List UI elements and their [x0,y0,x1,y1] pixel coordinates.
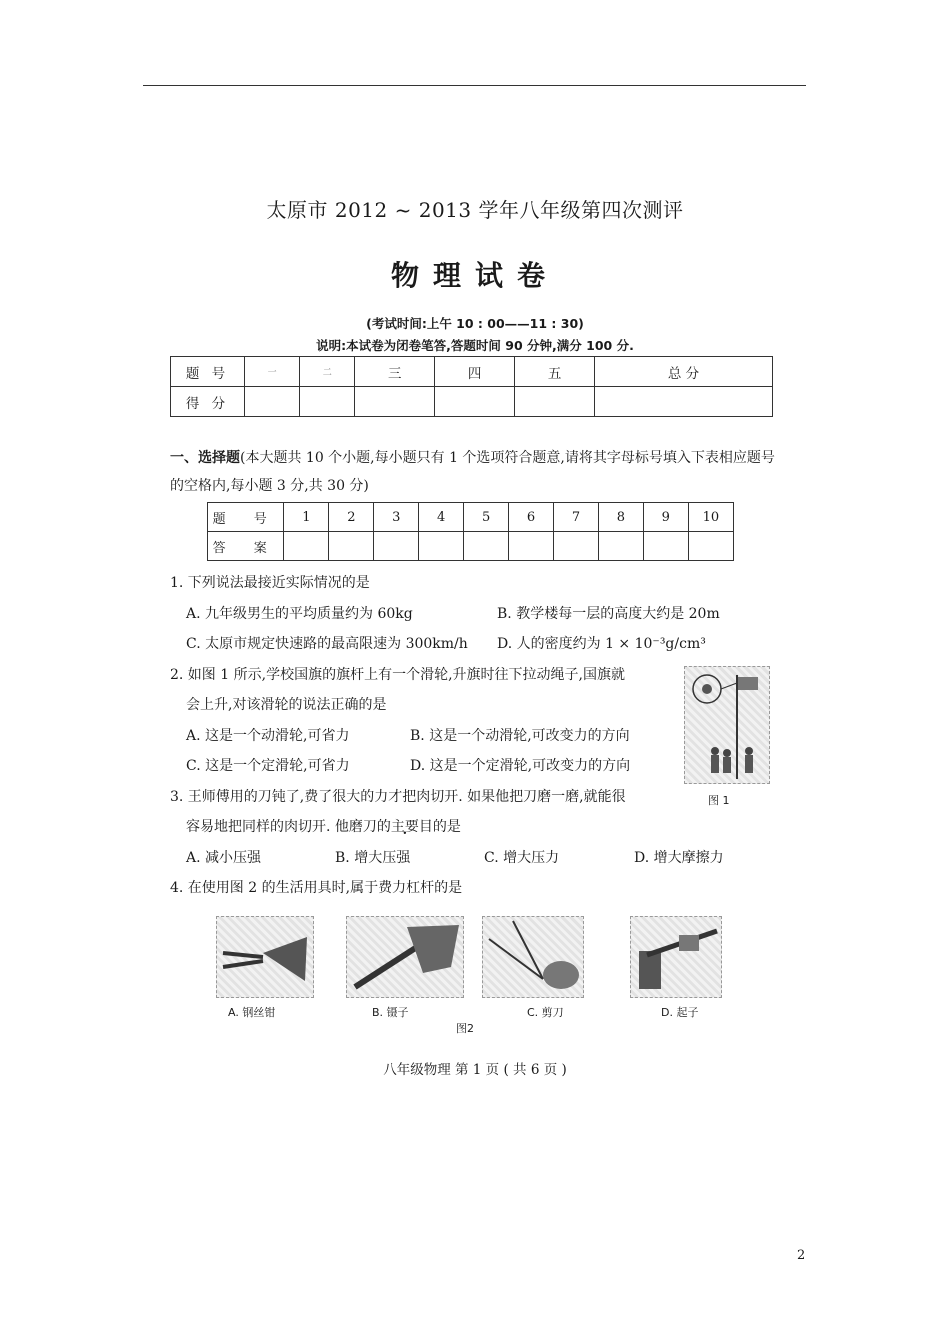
answer-number: 1 [284,503,329,532]
q3-stem-line1: 3. 王师傅用的刀钝了,费了很大的力才把肉切开. 如果他把刀磨一磨,就能很 [170,789,626,805]
answer-table [207,502,734,561]
scissors-image [482,916,584,998]
score-cell-part5: 五 [515,357,595,387]
pliers-illustration [217,917,313,997]
score-row-label: 得 分 [171,387,245,417]
score-table [170,356,773,417]
q3-stem-line2 [186,817,461,837]
answer-blank[interactable] [464,532,509,561]
answer-table-number-row [208,503,734,532]
q4-label-c: C. 剪刀 [527,1006,564,1019]
score-blank[interactable] [595,387,773,417]
answer-number: 7 [554,503,599,532]
q1-option-c: C. 太原市规定快速路的最高限速为 300km/h [186,636,468,652]
answer-row-label: 答 案 [208,532,284,561]
q1-option-b: B. 教学楼每一层的高度大约是 20m [497,606,720,622]
section1-desc: (本大题共 10 个小题,每小题只有 1 个选项符合题意,请将其字母标号填入下表相应题号的空格内,每小题 3 分,共 30 分) [170,450,775,494]
bottle-opener-illustration [631,917,721,997]
score-table-header-row [171,357,773,387]
answer-blank[interactable] [419,532,464,561]
q2-stem-line1: 2. 如图 1 所示,学校国旗的旗杆上有一个滑轮,升旗时往下拉动绳子,国旗就 [170,667,625,683]
score-blank[interactable] [300,387,355,417]
score-blank[interactable] [435,387,515,417]
subject-title: 物理试卷 [390,259,559,292]
q2-option-c: C. 这是一个定滑轮,可省力 [186,758,350,774]
q1-option-d: D. 人的密度约为 1 × 10⁻³g/cm³ [497,636,706,652]
q3-stem-pre: 容易地把同样的肉切开. 他磨刀的 [186,819,391,835]
q2-option-b: B. 这是一个动滑轮,可改变力的方向 [410,728,630,744]
exam-title: 太原市 2012 ~ 2013 学年八年级第四次测评 [266,198,684,222]
q3-option-b: B. 增大压强 [335,850,411,866]
q3-option-d: D. 增大摩擦力 [634,850,724,866]
q1-stem: 1. 下列说法最接近实际情况的是 [170,575,370,591]
q4-label-a: A. 钢丝钳 [228,1006,276,1019]
top-rule [143,85,806,86]
figure1-flagpole-image [684,666,770,784]
score-blank[interactable] [245,387,300,417]
answer-blank[interactable] [554,532,599,561]
tweezers-illustration [347,917,463,997]
tweezers-image [346,916,464,998]
score-blank[interactable] [355,387,435,417]
q2-stem-line2: 会上升,对该滑轮的说法正确的是 [186,697,387,713]
score-cell-part2: 二 [300,357,355,387]
answer-number: 8 [598,503,643,532]
answer-blank[interactable] [374,532,419,561]
answer-number: 3 [374,503,419,532]
scissors-illustration [483,917,583,997]
answer-blank[interactable] [643,532,688,561]
q3-stem-post: 目的是 [418,819,461,835]
answer-blank[interactable] [509,532,554,561]
score-cell-part1: 一 [245,357,300,387]
score-cell-label: 题 号 [171,357,245,387]
answer-number: 6 [509,503,554,532]
answer-table-answer-row [208,532,734,561]
q4-label-b: B. 镊子 [372,1006,409,1019]
answer-number: 5 [464,503,509,532]
score-cell-part3: 三 [355,357,435,387]
answer-number: 2 [329,503,374,532]
score-cell-total: 总 分 [595,357,773,387]
page-footer: 八年级物理 第 1 页 ( 共 6 页 ) [383,1062,567,1078]
answer-blank[interactable] [688,532,733,561]
answer-blank[interactable] [329,532,374,561]
q3-stem-emphasis: 主要 [390,819,419,835]
answer-blank[interactable] [284,532,329,561]
flagpole-illustration [685,667,769,783]
pliers-image [216,916,314,998]
figure2-caption: 图2 [456,1022,474,1035]
q3-option-a: A. 减小压强 [186,850,262,866]
score-table-score-row [171,387,773,417]
q4-stem: 4. 在使用图 2 的生活用具时,属于费力杠杆的是 [170,880,463,896]
q4-label-d: D. 起子 [661,1006,699,1019]
figure1-caption: 图 1 [708,794,730,807]
page-number: 2 [797,1248,806,1263]
answer-number: 10 [688,503,733,532]
answer-blank[interactable] [598,532,643,561]
q3-option-c: C. 增大压力 [484,850,560,866]
exam-time: (考试时间:上午 10 : 00——11 : 30) [366,316,584,331]
bottle-opener-image [630,916,722,998]
exam-notes: 说明:本试卷为闭卷笔答,答题时间 90 分钟,满分 100 分. [316,338,634,353]
score-cell-part4: 四 [435,357,515,387]
q2-option-a: A. 这是一个动滑轮,可省力 [186,728,350,744]
section1-heading: 一、选择题 [170,450,240,466]
answer-number: 9 [643,503,688,532]
q2-option-d: D. 这是一个定滑轮,可改变力的方向 [410,758,631,774]
score-blank[interactable] [515,387,595,417]
answer-row-label: 题 号 [208,503,284,532]
section1-intro [170,444,776,500]
q1-option-a: A. 九年级男生的平均质量约为 60kg [186,606,413,622]
answer-number: 4 [419,503,464,532]
